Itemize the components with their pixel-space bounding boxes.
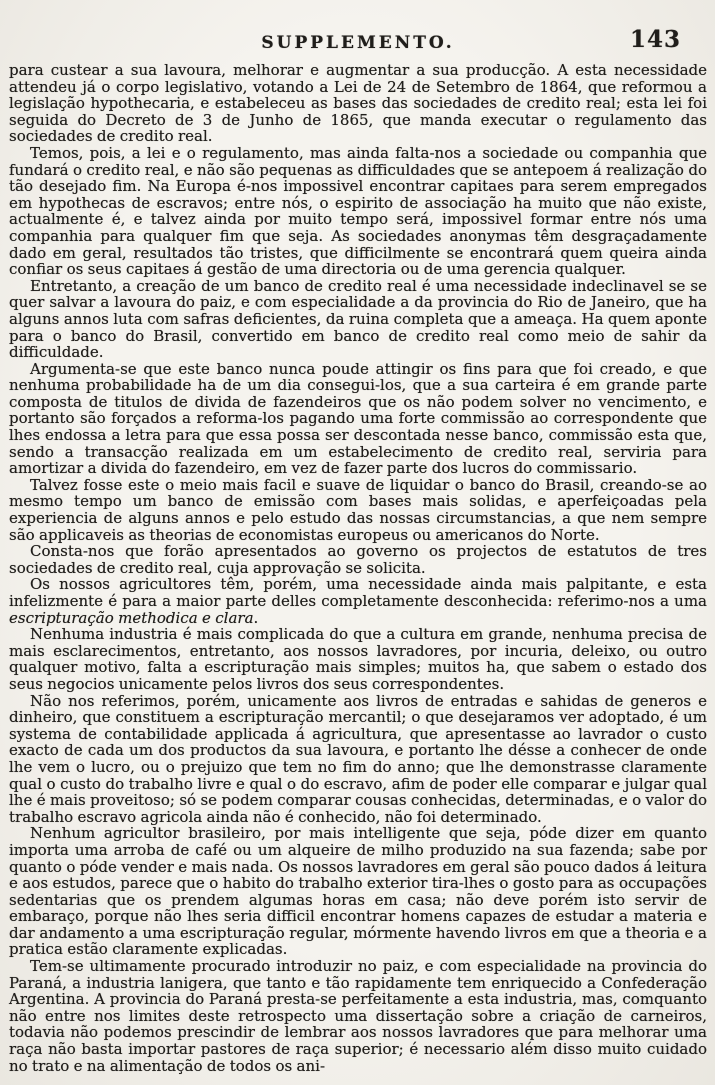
- paragraph: Talvez fosse este o meio mais facil e suave de liquidar o banco do Brasil, creando-se ao mesmo tempo um banco de emissão com bases mais solidas, e aperfeiçoadas pela experiencia de alguns annos e pelo estudo das nossas circumstancias, a que nem sempre são applicaveis as theorias de economistas europeus ou americanos do Norte.: [9, 475, 707, 544]
- italic-phrase: escripturação methodica e clara: [9, 608, 254, 627]
- paragraph: Nenhum agricultor brasileiro, por mais intelligente que seja, póde dizer em quanto importa uma arroba de café ou um alqueire de milho produzido na sua fazenda; sabe por quanto o póde vender e mais nada. Os nossos lavradores em geral são pouco dados á leitura e aos estudos, parece que o habito do trabalho exterior tira-lhes o gosto para as occupações sedentarias que os prendem algumas horas em casa; não deve porém isto servir de embaraço, porque não lhes seria difficil encontrar homens capazes de estudar a materia e dar andamento a uma escripturação regular, mórmente havendo livros em que a theoria e a pratica estão claramente explicadas.: [9, 824, 707, 959]
- paragraph: para custear a sua lavoura, melhorar e augmentar a sua producção. A esta necessidade attendeu já o corpo legislativo, votando a Lei de 24 de Setembro de 1864, que reformou a legislação hypothecaria, e estabeleceu as bases das sociedades de credito real; esta lei foi seguida do Decreto de 3 de Junho de 1865, que manda executar o regulamento das sociedades de credito real.: [9, 61, 707, 146]
- paragraph: [9, 576, 707, 626]
- paragraph: Entretanto, a creação de um banco de credito real é uma necessidade indeclinavel se se quer salvar a lavoura do paiz, e com especialidade a da provincia do Rio de Janeiro, que ha alguns annos luta com safras deficientes, da ruina completa que a ameaça. Ha quem aponte para o banco do Brasil, convertido em banco de credito real como meio de sahir da difficuldade.: [9, 276, 707, 362]
- paragraph: Nenhuma industria é mais complicada do que a cultura em grande, nenhuma precisa de mais esclarecimentos, entretanto, aos nossos lavradores, por incuria, deleixo, ou outro qualquer motivo, falta a escripturação mais simples; muitos ha, que sabem o estado dos seus negocios unicamente pelos livros dos seus correspondentes.: [9, 625, 707, 693]
- paragraph: Tem-se ultimamente procurado introduzir no paiz, e com especialidade na provincia do Paraná, a industria lanigera, que tanto e tão rapidamente tem enriquecido a Confederação Argentina. A provincia do Paraná presta-se perfeitamente a esta industria, mas, comquanto não entre nos limites deste retrospecto uma dissertação sobre a criação de carneiros, todavia não podemos prescindir de lembrar aos nossos lavradores que para melhorar uma raça não basta importar pastores de raça superior; é necessario além disso muito cuidado no trato e na alimentação de todos os ani-: [9, 957, 707, 1075]
- paragraph: Consta-nos que forão apresentados ao governo os projectos de estatutos de tres sociedades de credito real, cuja approvação se solicita.: [9, 542, 707, 577]
- paragraph-text: .: [253, 608, 259, 627]
- paragraph: Temos, pois, a lei e o regulamento, mas ainda falta-nos a sociedade ou companhia que fundará o credito real, e não são pequenas as difficuldades que se antepoem á realização do tão desejado fim. Na Europa é-nos impossivel encontrar capitaes para serem empregados em hypothecas de escravos; entre nós, o espirito de associação ha muito que não existe, actualmente é, e talvez ainda por muito tempo será, impossivel formar entre nós uma companhia para qualquer fim que seja. As sociedades anonymas têm desgraçadamente dado em geral, resultados tão tristes, que difficilmente se encontrará quem queira ainda confiar os seus capitaes á gestão de uma directoria ou de uma gerencia qualquer.: [9, 143, 707, 279]
- paragraph: Não nos referimos, porém, unicamente aos livros de entradas e sahidas de generos e dinheiro, que constituem a escripturação mercantil; o que desejaramos ver adoptado, é um systema de contabilidade applicada á agricultura, que apresentasse ao lavrador o custo exacto de cada um dos productos da sua lavoura, e portanto lhe désse a conhecer de onde lhe vem o lucro, ou o prejuizo que tem no fim do anno; que lhe demonstrasse claramente qual o custo do trabalho livre e qual o do escravo, afim de poder elle comparar e julgar qual lhe é mais proveitoso; só se podem comparar cousas conhecidas, determinadas, e o valor do trabalho escravo agricola ainda não é conhecido, não foi determinado.: [9, 691, 707, 826]
- page-header: [9, 26, 707, 62]
- paragraph: Argumenta-se que este banco nunca poude attingir os fins para que foi creado, e que nenhuma probabilidade ha de um dia consegui-los, que a sua carteira é em grande parte composta de titulos de divida de fazendeiros que os não podem solver no vencimento, e portanto são forçados a reforma-los pagando uma forte commissão ao correspondente que lhes endossa a letra para que essa possa ser descontada nesse banco, commissão esta que, sendo a transacção realizada em um estabelecimento de credito real, serviria para amortizar a divida do fazendeiro, em vez de fazer parte dos lucros do commissario.: [9, 359, 707, 478]
- body-text: [9, 62, 707, 1074]
- running-title: SUPPLEMENTO.: [261, 33, 455, 53]
- paragraph-text: Os nossos agricultores têm, porém, uma necessidade ainda mais palpitante, e esta infelizmente é para a maior parte delles completamente desconhecida: referimo-nos a uma: [9, 575, 707, 610]
- page-number: 143: [629, 26, 681, 53]
